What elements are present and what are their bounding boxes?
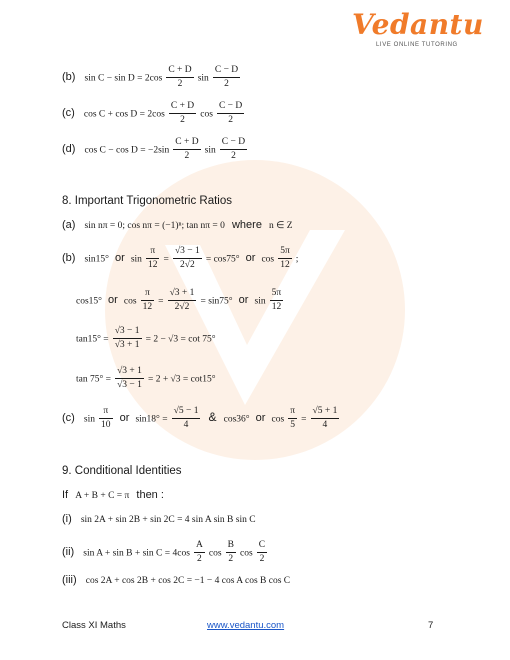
- brand-tagline: LIVE ONLINE TUTORING: [376, 42, 458, 48]
- brand-name: Vedantu: [352, 8, 484, 41]
- identity-iii: (iii) cos 2A + cos 2B + cos 2C = −1 − 4 cos A cos B cos C: [62, 574, 291, 586]
- fraction: $\frac{C + D}{2}$: [168, 65, 192, 89]
- fraction: $\frac{C + D}{2}$: [175, 137, 199, 161]
- fraction: $\frac{C - D}{2}$: [218, 101, 243, 125]
- formula-8b-sin15: (b) sin15° or sin $\frac{\pi}{12}$ = $\frac{√3 - 1}{2√2}$ = cos75° or cos $\frac{5\pi}{12}$ ;: [62, 246, 299, 270]
- condition-line: If A + B + C = π then :: [62, 489, 164, 501]
- identity-ii: (ii) sin A + sin B + sin C = 4cos $\frac{A}{2}$ cos $\frac{B}{2}$ cos $\frac{C}{2}$: [62, 540, 266, 564]
- section-8-heading: 8. Important Trigonometric Ratios: [62, 195, 233, 207]
- formula-c: (c) cos C + cos D = 2cos $\frac{C + D}{2}$ cos $\frac{C - D}{2}$: [62, 101, 243, 125]
- fraction: $\frac{C - D}{2}$: [221, 137, 246, 161]
- footer-website-link[interactable]: www.vedantu.com: [207, 620, 285, 631]
- formula-tan15: tan15° = $\frac{√3 - 1}{√3 + 1}$ = 2 − √3 = cot 75°: [76, 326, 216, 350]
- footer-subject: Class XI Maths: [62, 620, 126, 631]
- formula-8a: (a) sin nπ = 0; cos nπ = (−1)ⁿ; tan nπ = 0 where n ∈ Z: [62, 219, 293, 231]
- formula-8b-cos15: cos15° or cos $\frac{\pi}{12}$ = $\frac{√3 + 1}{2√2}$ = sin75° or sin $\frac{5\pi}{12}$: [76, 288, 282, 312]
- formula-b: (b) sin C − sin D = 2cos $\frac{C + D}{2}$ sin $\frac{C - D}{2}$: [62, 65, 239, 89]
- formula-tan75: tan 75° = $\frac{√3 + 1}{√3 - 1}$ = 2 + √3 = cot15°: [76, 366, 216, 390]
- fraction: $\frac{C - D}{2}$: [214, 65, 239, 89]
- section-9-heading: 9. Conditional Identities: [62, 465, 182, 477]
- identity-i: (i) sin 2A + sin 2B + sin 2C = 4 sin A sin B sin C: [62, 513, 256, 525]
- page-number: 7: [428, 620, 434, 631]
- fraction: $\frac{C + D}{2}$: [170, 101, 195, 125]
- formula-8c: (c) sin $\frac{\pi}{10}$ or sin18° = $\frac{√5 - 1}{4}$ & cos36° or cos $\frac{\pi}{5}$ = $\frac{√5 + 1}{4}$: [62, 406, 338, 430]
- brand-logo: [350, 8, 484, 54]
- formula-d: (d) cos C − cos D = −2sin $\frac{C + D}{2}$ sin $\frac{C - D}{2}$: [62, 137, 246, 161]
